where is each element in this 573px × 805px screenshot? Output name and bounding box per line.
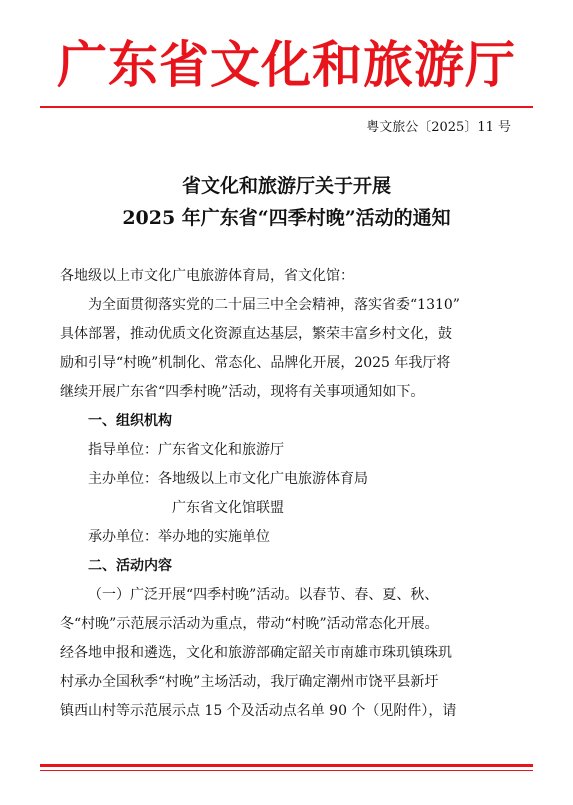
org-host-unit-1: 主办单位：各地级以上市文化广电旅游体育局 xyxy=(88,471,368,487)
section-2-heading: 二、活动内容 xyxy=(88,558,172,574)
paragraph-2-line: 冬“村晚”示范展示活动为重点，带动“村晚”活动常态化开展。 xyxy=(60,616,439,632)
paragraph-1-line: 励和引导“村晚”机制化、常态化、品牌化开展，2025 年我厅将 xyxy=(60,355,451,371)
paragraph-2-line: 经各地申报和遴选，文化和旅游部确定韶关市南雄市珠玑镇珠玑 xyxy=(60,645,452,661)
org-organizer-unit: 承办单位：举办地的实施单位 xyxy=(88,529,270,545)
org-host-unit-2: 广东省文化馆联盟 xyxy=(172,500,284,516)
paragraph-1-line: 继续开展广东省“四季村晚”活动，现将有关事项通知如下。 xyxy=(60,384,425,400)
doc-body xyxy=(60,262,515,726)
addressee: 各地级以上市文化广电旅游体育局，省文化馆： xyxy=(60,268,354,284)
footer-rule-thick xyxy=(40,764,533,767)
org-guide-unit: 指导单位：广东省文化和旅游厅 xyxy=(88,442,284,458)
paragraph-1-line: 具体部署，推动优质文化资源直达基层，繁荣丰富乡村文化，鼓 xyxy=(60,326,452,342)
paragraph-2-line: 村承办全国秋季“村晚”主场活动，我厅确定潮州市饶平县新圩 xyxy=(60,674,439,690)
masthead: 广东省文化和旅游厅 xyxy=(57,35,516,94)
section-1-heading: 一、组织机构 xyxy=(88,413,172,429)
footer-rule-thin xyxy=(40,770,533,771)
masthead-rule-top xyxy=(40,106,533,108)
paragraph-2-line: 镇西山村等示范展示点 15 个及活动点名单 90 个（见附件），请 xyxy=(60,703,457,719)
paragraph-2-line: （一）广泛开展“四季村晚”活动。以春节、春、夏、秋、 xyxy=(88,587,439,603)
doc-title-line-2: 2025 年广东省“四季村晚”活动的通知 xyxy=(122,207,451,229)
paragraph-1-line: 为全面贯彻落实党的二十届三中全会精神，落实省委“1310” xyxy=(88,297,460,313)
doc-title-line-1: 省文化和旅游厅关于开展 xyxy=(181,175,391,197)
doc-number: 粤文旅公〔2025〕11 号 xyxy=(366,120,511,135)
